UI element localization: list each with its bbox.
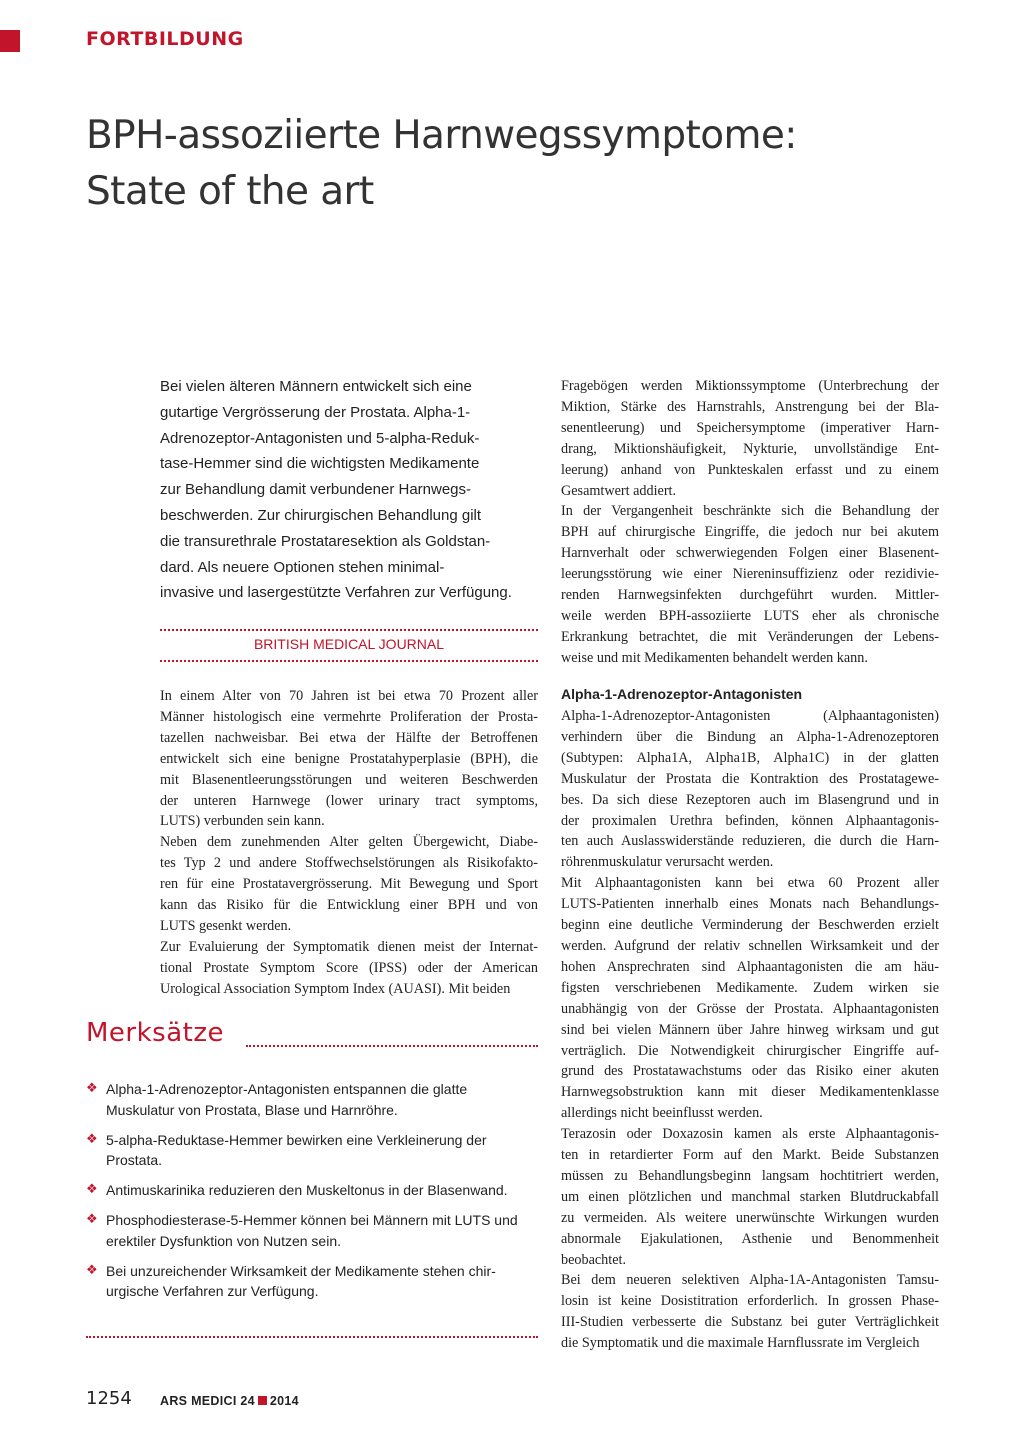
text-line: entwickelt sich eine benigne Prostatahyperplasie (BPH), die bbox=[160, 750, 538, 767]
text-line: losin ist keine Dosistitration erforderlich. In grossen Phase- bbox=[561, 1293, 939, 1310]
text-line: tes Typ 2 und andere Stoffwechselstörungen als Risikofakto- bbox=[160, 855, 538, 872]
text-line: gutartige Vergrösserung der Prostata. Alpha-1- bbox=[160, 403, 471, 421]
body-column-right-bottom bbox=[561, 706, 939, 1354]
journal-info bbox=[160, 1394, 299, 1408]
text-line: grund des Prostatawachstums oder das Risiko einer akuten bbox=[561, 1063, 939, 1080]
text-line: allerdings nicht beeinflusst werden. bbox=[561, 1105, 763, 1122]
article-title bbox=[86, 108, 986, 220]
text-line: leerungsstörung wie einer Niereninsuffizienz oder rezidivie- bbox=[561, 566, 939, 583]
merksatz-item bbox=[86, 1130, 538, 1171]
text-line: ten auch Auslasswiderstände reduzieren, die durch die Harn- bbox=[561, 833, 939, 850]
merksatz-line: Muskulatur von Prostata, Blase und Harnröhre. bbox=[106, 1101, 398, 1118]
text-line: abnormale Ejakulationen, Asthenie und Benommenheit bbox=[561, 1230, 939, 1247]
section-marker bbox=[0, 30, 20, 52]
merksatz-item bbox=[86, 1180, 538, 1201]
square-icon bbox=[258, 1396, 267, 1405]
text-line: verträglich. Die Notwendigkeit chirurgischer Eingriffe auf- bbox=[561, 1042, 939, 1059]
text-line: LUTS gesenkt werden. bbox=[160, 917, 292, 934]
text-line: LUTS) verbunden sein kann. bbox=[160, 813, 325, 830]
lead-paragraph bbox=[160, 374, 538, 606]
text-line: unabhängig von der Grösse der Prostata. Alphaantagonisten bbox=[561, 1000, 939, 1017]
text-line: Miktion, Stärke des Harnstrahls, Anstrengung bei der Bla- bbox=[561, 398, 939, 415]
section-subheading: Alpha-1-Adrenozeptor-Antagonisten bbox=[561, 686, 803, 702]
text-line: tazellen nachweisbar. Bei etwa der Hälfte der Betroffenen bbox=[160, 729, 538, 746]
text-line: bes. Da sich diese Rezeptoren auch im Blasengrund und in bbox=[561, 791, 939, 808]
text-line: röhrenmuskulatur verursacht werden. bbox=[561, 854, 774, 871]
text-line: dard. Als neuere Optionen stehen minimal- bbox=[160, 558, 445, 576]
body-column-right-top bbox=[561, 376, 939, 669]
text-line: die transurethrale Prostataresektion als Goldstan- bbox=[160, 532, 491, 550]
text-line: zu vermeiden. Als weitere unerwünschte Wirkungen wurden bbox=[561, 1209, 939, 1226]
merksatz-line: urgische Verfahren zur Verfügung. bbox=[106, 1283, 319, 1299]
text-line: BPH auf chirurgische Eingriffe, die jedoch nur bei akutem bbox=[561, 524, 939, 541]
text-line: beobachtet. bbox=[561, 1251, 626, 1268]
text-line: Harnwegsobstruktion kann mit dieser Medikamentenklasse bbox=[561, 1084, 939, 1101]
text-line: Fragebögen werden Miktionssymptome (Unterbrechung der bbox=[561, 378, 939, 394]
text-line: renden Harnwegsinfekten durchgeführt wurden. Mittler- bbox=[561, 587, 939, 604]
text-line: Bei dem neueren selektiven Alpha-1A-Antagonisten Tamsu- bbox=[561, 1272, 939, 1289]
merksatz-item bbox=[86, 1079, 538, 1120]
text-line: der proximalen Urethra befinden, können Alphaantagonis- bbox=[561, 812, 939, 829]
diamond-bullet-icon: ❖ bbox=[86, 1262, 98, 1278]
text-line: tase-Hemmer sind die wichtigsten Medikamente bbox=[160, 455, 480, 473]
section-label: FORTBILDUNG bbox=[86, 28, 244, 50]
text-line: um einen plötzlichen und manchmal starken Blutdruckabfall bbox=[561, 1188, 939, 1205]
text-line: ten in retardierter Form auf den Markt. Beide Substanzen bbox=[561, 1147, 939, 1164]
text-line: LUTS-Patienten innerhalb eines Monats nach Behandlungs- bbox=[561, 896, 939, 913]
text-line: der unteren Harnwege (lower urinary tract symptoms, bbox=[160, 792, 538, 809]
text-line: invasive und lasergestützte Verfahren zur Verfügung. bbox=[160, 584, 512, 602]
diamond-bullet-icon: ❖ bbox=[86, 1182, 98, 1197]
text-line: Mit Alphaantagonisten kann bei etwa 60 Prozent aller bbox=[561, 875, 939, 892]
merksaetze-heading: Merksätze bbox=[86, 1018, 224, 1048]
source-label: BRITISH MEDICAL JOURNAL bbox=[253, 636, 445, 652]
merksatz-line: Phosphodiesterase-5-Hemmer können bei Männern mit LUTS und bbox=[106, 1212, 518, 1228]
text-line: beschwerden. Zur chirurgischen Behandlung gilt bbox=[160, 506, 482, 524]
text-line: weile werden BPH-assoziierte LUTS eher als chronische bbox=[561, 607, 939, 624]
divider bbox=[86, 1336, 538, 1338]
text-line: Erkrankung betrachtet, die mit Veränderungen der Lebens- bbox=[561, 628, 939, 645]
text-line: leerung) anhand von Punkteskalen erfasst und zu einem bbox=[561, 461, 939, 478]
title-line: BPH-assoziierte Harnwegssymptome: bbox=[86, 113, 797, 158]
divider bbox=[246, 1045, 538, 1047]
text-line: müssen zu Behandlungsbeginn langsam hochtitriert werden, bbox=[561, 1167, 939, 1184]
text-line: Urological Association Symptom Index (AUASI). Mit beiden bbox=[160, 980, 511, 997]
text-line: werden. Aufgrund der relativ schnellen Wirksamkeit und der bbox=[561, 937, 939, 954]
text-line: (Subtypen: Alpha1A, Alpha1B, Alpha1C) in der glatten bbox=[561, 749, 939, 766]
text-line: Gesamtwert addiert. bbox=[561, 482, 677, 499]
text-line: In der Vergangenheit beschränkte sich die Behandlung der bbox=[561, 503, 939, 520]
page-number: 1254 bbox=[86, 1388, 132, 1409]
text-line: kann das Risiko für die Entwicklung einer BPH und von bbox=[160, 897, 538, 914]
text-line: weise und mit Medikamenten behandelt werden kann. bbox=[561, 649, 868, 666]
merksatz-line: Antimuskarinika reduzieren den Muskeltonus in der Blasenwand. bbox=[106, 1182, 508, 1198]
merksatz-line: 5-alpha-Reduktase-Hemmer bewirken eine Verkleinerung der bbox=[106, 1131, 487, 1148]
text-line: Adrenozeptor-Antagonisten und 5-alpha-Reduk- bbox=[160, 429, 480, 447]
diamond-bullet-icon: ❖ bbox=[86, 1081, 98, 1096]
divider bbox=[160, 629, 538, 631]
text-line: zur Behandlung damit verbundener Harnwegs- bbox=[160, 481, 472, 499]
text-line: ren für eine Prostatavergrösserung. Mit Bewegung und Sport bbox=[160, 876, 538, 893]
merksatz-line: Bei unzureichender Wirksamkeit der Medikamente stehen chir- bbox=[106, 1262, 496, 1279]
text-line: Neben dem zunehmenden Alter gelten Übergewicht, Diabe- bbox=[160, 834, 538, 851]
text-line: III-Studien verbesserte die Substanz bei guter Verträglichkeit bbox=[561, 1314, 939, 1331]
merksatz-line: Prostata. bbox=[106, 1152, 163, 1168]
title-line: State of the art bbox=[86, 169, 374, 214]
merksatz-line: erektiler Dysfunktion von Nutzen sein. bbox=[106, 1232, 341, 1249]
merksatz-item bbox=[86, 1261, 538, 1302]
text-line: tional Prostate Symptom Score (IPSS) oder der American bbox=[160, 959, 538, 976]
text-line: Harnverhalt oder schwerwiegenden Folgen einer Blasenent- bbox=[561, 545, 939, 562]
merksaetze-list bbox=[86, 1079, 538, 1311]
text-line: Bei vielen älteren Männern entwickelt sich eine bbox=[160, 378, 472, 395]
text-line: sind bei vielen Männern über Jahre hinweg wirksam und gut bbox=[561, 1021, 939, 1038]
diamond-bullet-icon: ❖ bbox=[86, 1212, 98, 1227]
body-column-left bbox=[160, 686, 538, 1000]
text-line: mit Blasenentleerungsstörungen und weiteren Beschwerden bbox=[160, 771, 538, 788]
text-line: Muskulatur der Prostata die Kontraktion des Prostatagewe- bbox=[561, 770, 939, 787]
text-line: drang, Miktionshäufigkeit, Nykturie, unvollständige Ent- bbox=[561, 440, 939, 457]
journal-year: 2014 bbox=[269, 1394, 299, 1408]
text-line: figsten verschriebenen Medikamente. Zudem wirken sie bbox=[561, 979, 939, 996]
text-line: Männer histologisch eine vermehrte Proliferation der Prosta- bbox=[160, 708, 538, 725]
text-line: Terazosin oder Doxazosin kamen als erste Alphaantagonis- bbox=[561, 1126, 939, 1143]
journal-name: ARS MEDICI 24 bbox=[160, 1394, 255, 1408]
text-line: beginn eine deutliche Verminderung der Beschwerden erzielt bbox=[561, 917, 939, 934]
merksatz-item bbox=[86, 1210, 538, 1251]
text-line: Alpha-1-Adrenozeptor-Antagonisten (Alphaantagonisten) bbox=[561, 708, 939, 724]
text-line: In einem Alter von 70 Jahren ist bei etwa 70 Prozent aller bbox=[160, 688, 538, 704]
diamond-bullet-icon: ❖ bbox=[86, 1131, 98, 1147]
text-line: verhindern über die Bindung an Alpha-1-Adrenozeptoren bbox=[561, 728, 939, 745]
text-line: senentleerung) und Speichersymptome (imperativer Harn- bbox=[561, 419, 939, 436]
merksatz-line: Alpha-1-Adrenozeptor-Antagonisten entspannen die glatte bbox=[106, 1081, 468, 1097]
text-line: die Symptomatik und die maximale Harnflussrate im Vergleich bbox=[561, 1335, 920, 1352]
text-line: Zur Evaluierung der Symptomatik dienen meist der Internat- bbox=[160, 938, 538, 955]
divider bbox=[160, 660, 538, 662]
text-line: hohen Ansprechraten sind Alphaantagonisten die am häu- bbox=[561, 958, 939, 975]
